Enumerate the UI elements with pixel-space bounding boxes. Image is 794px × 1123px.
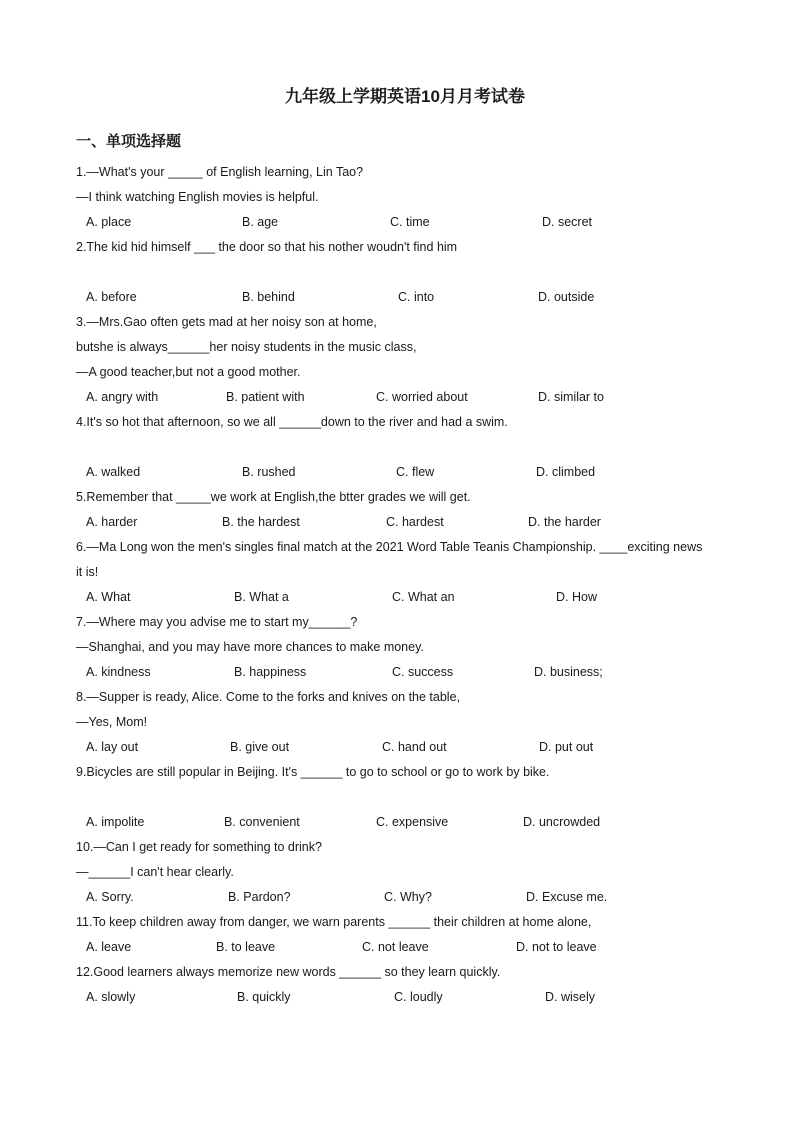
answer-options xyxy=(76,510,734,535)
option-d[interactable]: D. put out xyxy=(539,740,594,754)
spacer xyxy=(76,260,734,285)
question-text: 12.Good learners always memorize new words ______ so they learn quickly. xyxy=(76,965,501,979)
option-b[interactable]: B. patient with xyxy=(226,390,305,404)
option-b[interactable]: B. quickly xyxy=(237,990,291,1004)
question-text: 11.To keep children away from danger, we warn parents ______ their children at home alone, xyxy=(76,915,592,929)
option-b[interactable]: B. convenient xyxy=(224,815,300,829)
question-4 xyxy=(76,410,734,485)
answer-options xyxy=(76,885,734,910)
answer-options xyxy=(76,460,734,485)
option-d[interactable]: D. secret xyxy=(542,215,593,229)
answer-options xyxy=(76,985,734,1010)
question-text: 2.The kid hid himself ___ the door so that his nother woudn't find him xyxy=(76,240,458,254)
question-text: 9.Bicycles are still popular in Beijing. It's ______ to go to school or go to work by bike. xyxy=(76,765,550,779)
answer-options xyxy=(76,735,734,760)
option-c[interactable]: C. success xyxy=(392,665,454,679)
question-2 xyxy=(76,235,734,310)
option-c[interactable]: C. worried about xyxy=(376,390,468,404)
question-6 xyxy=(76,535,734,610)
option-b[interactable]: B. give out xyxy=(230,740,290,754)
option-b[interactable]: B. to leave xyxy=(216,940,276,954)
question-text: —Shanghai, and you may have more chances to make money. xyxy=(76,640,424,654)
option-a[interactable]: A. kindness xyxy=(86,665,151,679)
question-text: butshe is always______her noisy students in the music class, xyxy=(76,340,417,354)
option-b[interactable]: B. age xyxy=(242,215,279,229)
question-text: —A good teacher,but not a good mother. xyxy=(76,365,301,379)
option-a[interactable]: A. leave xyxy=(86,940,132,954)
question-9 xyxy=(76,760,734,835)
answer-options xyxy=(76,810,734,835)
option-b[interactable]: B. happiness xyxy=(234,665,307,679)
option-c[interactable]: C. flew xyxy=(396,465,435,479)
option-d[interactable]: D. similar to xyxy=(538,390,604,404)
option-d[interactable]: D. climbed xyxy=(536,465,596,479)
question-list xyxy=(76,160,734,1010)
option-c[interactable]: C. Why? xyxy=(384,890,432,904)
option-a[interactable]: A. walked xyxy=(86,465,141,479)
question-text: 3.—Mrs.Gao often gets mad at her noisy son at home, xyxy=(76,315,377,329)
option-b[interactable]: B. the hardest xyxy=(222,515,300,529)
option-c[interactable]: C. hardest xyxy=(386,515,444,529)
section-heading: 一、单项选择题 xyxy=(76,133,182,150)
answer-options xyxy=(76,585,734,610)
option-c[interactable]: C. expensive xyxy=(376,815,449,829)
question-text: —Yes, Mom! xyxy=(76,715,148,729)
question-12 xyxy=(76,960,734,1010)
option-b[interactable]: B. Pardon? xyxy=(228,890,291,904)
option-d[interactable]: D. outside xyxy=(538,290,595,304)
option-a[interactable]: A. What xyxy=(86,590,131,604)
option-a[interactable]: A. angry with xyxy=(86,390,159,404)
page-title: 九年级上学期英语10月月考试卷 xyxy=(285,87,525,106)
option-d[interactable]: D. business; xyxy=(534,665,603,679)
option-a[interactable]: A. lay out xyxy=(86,740,139,754)
option-d[interactable]: D. not to leave xyxy=(516,940,597,954)
question-text: 10.—Can I get ready for something to drink? xyxy=(76,840,322,854)
option-c[interactable]: C. into xyxy=(398,290,435,304)
option-a[interactable]: A. harder xyxy=(86,515,138,529)
question-text: —I think watching English movies is helpful. xyxy=(76,190,319,204)
option-c[interactable]: C. loudly xyxy=(394,990,443,1004)
option-d[interactable]: D. uncrowded xyxy=(523,815,601,829)
answer-options xyxy=(76,385,734,410)
option-c[interactable]: C. What an xyxy=(392,590,455,604)
question-3 xyxy=(76,310,734,410)
answer-options xyxy=(76,285,734,310)
option-b[interactable]: B. What a xyxy=(234,590,289,604)
answer-options xyxy=(76,660,734,685)
question-11 xyxy=(76,910,734,960)
option-c[interactable]: C. time xyxy=(390,215,430,229)
option-d[interactable]: D. the harder xyxy=(528,515,601,529)
option-d[interactable]: D. How xyxy=(556,590,597,604)
option-c[interactable]: C. not leave xyxy=(362,940,429,954)
question-text: it is! xyxy=(76,565,99,579)
question-1 xyxy=(76,160,734,235)
option-a[interactable]: A. impolite xyxy=(86,815,145,829)
question-text: 6.—Ma Long won the men's singles final match at the 2021 Word Table Teanis Championship. ____exciting news xyxy=(76,540,703,554)
question-5 xyxy=(76,485,734,535)
option-a[interactable]: A. place xyxy=(86,215,132,229)
option-b[interactable]: B. behind xyxy=(242,290,295,304)
answer-options xyxy=(76,935,734,960)
option-a[interactable]: A. before xyxy=(86,290,137,304)
answer-options xyxy=(76,210,734,235)
spacer xyxy=(76,435,734,460)
question-7 xyxy=(76,610,734,685)
question-text: 8.—Supper is ready, Alice. Come to the forks and knives on the table, xyxy=(76,690,461,704)
question-text: 7.—Where may you advise me to start my______? xyxy=(76,615,358,629)
option-b[interactable]: B. rushed xyxy=(242,465,296,479)
option-d[interactable]: D. Excuse me. xyxy=(526,890,608,904)
question-text: —______I can't hear clearly. xyxy=(76,865,234,879)
question-text: 5.Remember that _____we work at English,the btter grades we will get. xyxy=(76,490,471,504)
option-a[interactable]: A. Sorry. xyxy=(86,890,134,904)
question-10 xyxy=(76,835,734,910)
option-d[interactable]: D. wisely xyxy=(545,990,596,1004)
option-c[interactable]: C. hand out xyxy=(382,740,447,754)
question-8 xyxy=(76,685,734,760)
option-a[interactable]: A. slowly xyxy=(86,990,136,1004)
question-text: 1.—What's your _____ of English learning, Lin Tao? xyxy=(76,165,364,179)
spacer xyxy=(76,785,734,810)
question-text: 4.It's so hot that afternoon, so we all ______down to the river and had a swim. xyxy=(76,415,508,429)
